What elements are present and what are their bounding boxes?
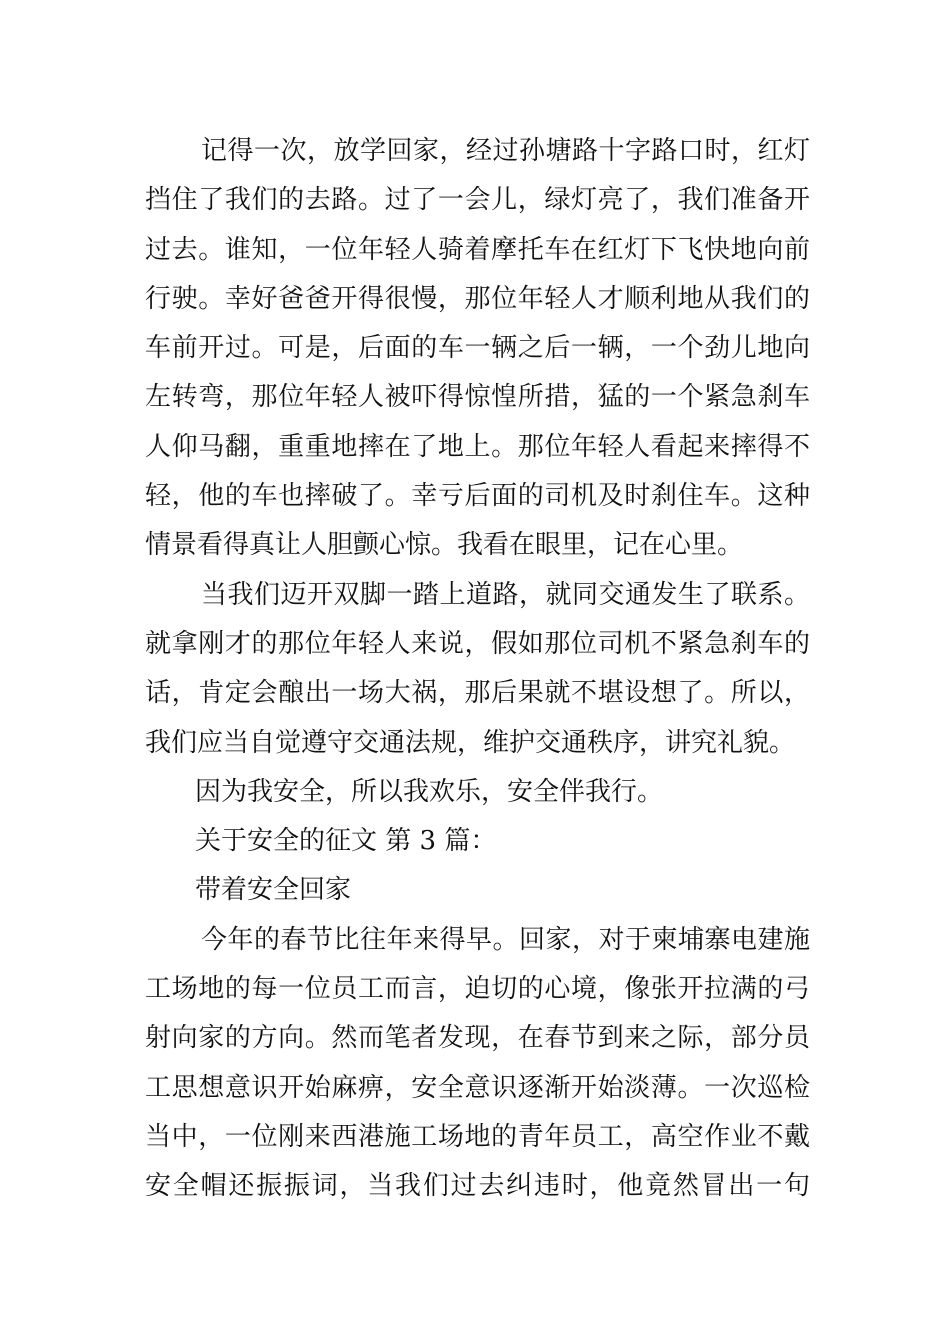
paragraph-1-line-5: 车前开过。可是，后面的车一辆之后一辆，一个劲儿地向: [145, 333, 810, 364]
paragraph-1-line-7: 人仰马翻，重重地摔在了地上。那位年轻人看起来摔得不: [145, 431, 810, 462]
section-heading: 关于安全的征文 第 3 篇：: [195, 826, 497, 857]
paragraph-1-line-6: 左转弯，那位年轻人被吓得惊惶所措，猛的一个紧急刹车: [145, 382, 810, 413]
paragraph-4-line-4: 工思想意识开始麻痹，安全意识逐渐开始淡薄。一次巡检: [145, 1072, 810, 1103]
paragraph-1-line-4: 行驶。幸好爸爸开得很慢，那位年轻人才顺利地从我们的: [145, 283, 810, 314]
paragraph-4-line-3: 射向家的方向。然而笔者发现，在春节到来之际，部分员: [145, 1023, 810, 1054]
paragraph-4-line-1: 今年的春节比往年来得早。回家，对于柬埔寨电建施: [201, 924, 810, 955]
paragraph-2-line-3: 话，肯定会酿出一场大祸，那后果就不堪设想了。所以，: [145, 678, 810, 709]
paragraph-1-line-1: 记得一次，放学回家，经过孙塘路十字路口时，红灯: [201, 136, 810, 166]
paragraph-2-line-1: 当我们迈开双脚一踏上道路，就同交通发生了联系。: [201, 579, 810, 610]
paragraph-1-line-3: 过去。谁知，一位年轻人骑着摩托车在红灯下飞快地向前: [145, 234, 810, 265]
paragraph-2-line-4: 我们应当自觉遵守交通法规，维护交通秩序，讲究礼貌。: [145, 727, 796, 758]
paragraph-1-line-2: 挡住了我们的去路。过了一会儿，绿灯亮了，我们准备开: [145, 185, 810, 216]
paragraph-2-line-2: 就拿刚才的那位年轻人来说，假如那位司机不紧急刹车的: [145, 628, 810, 659]
paragraph-4-line-5: 当中，一位刚来西港施工场地的青年员工，高空作业不戴: [145, 1121, 810, 1152]
paragraph-4-line-2: 工场地的每一位员工而言，迫切的心境，像张开拉满的弓: [145, 974, 810, 1005]
paragraph-4-line-6: 安全帽还振振词，当我们过去纠违时，他竟然冒出一句: [145, 1171, 810, 1202]
paragraph-1-line-8: 轻，他的车也摔破了。幸亏后面的司机及时刹住车。这种: [145, 481, 810, 512]
article-title: 带着安全回家: [195, 875, 352, 906]
document-body: [145, 127, 810, 1212]
paragraph-1-line-9: 情景看得真让人胆颤心惊。我看在眼里，记在心里。: [145, 530, 744, 561]
paragraph-3: 因为我安全，所以我欢乐，安全伴我行。: [195, 776, 664, 807]
